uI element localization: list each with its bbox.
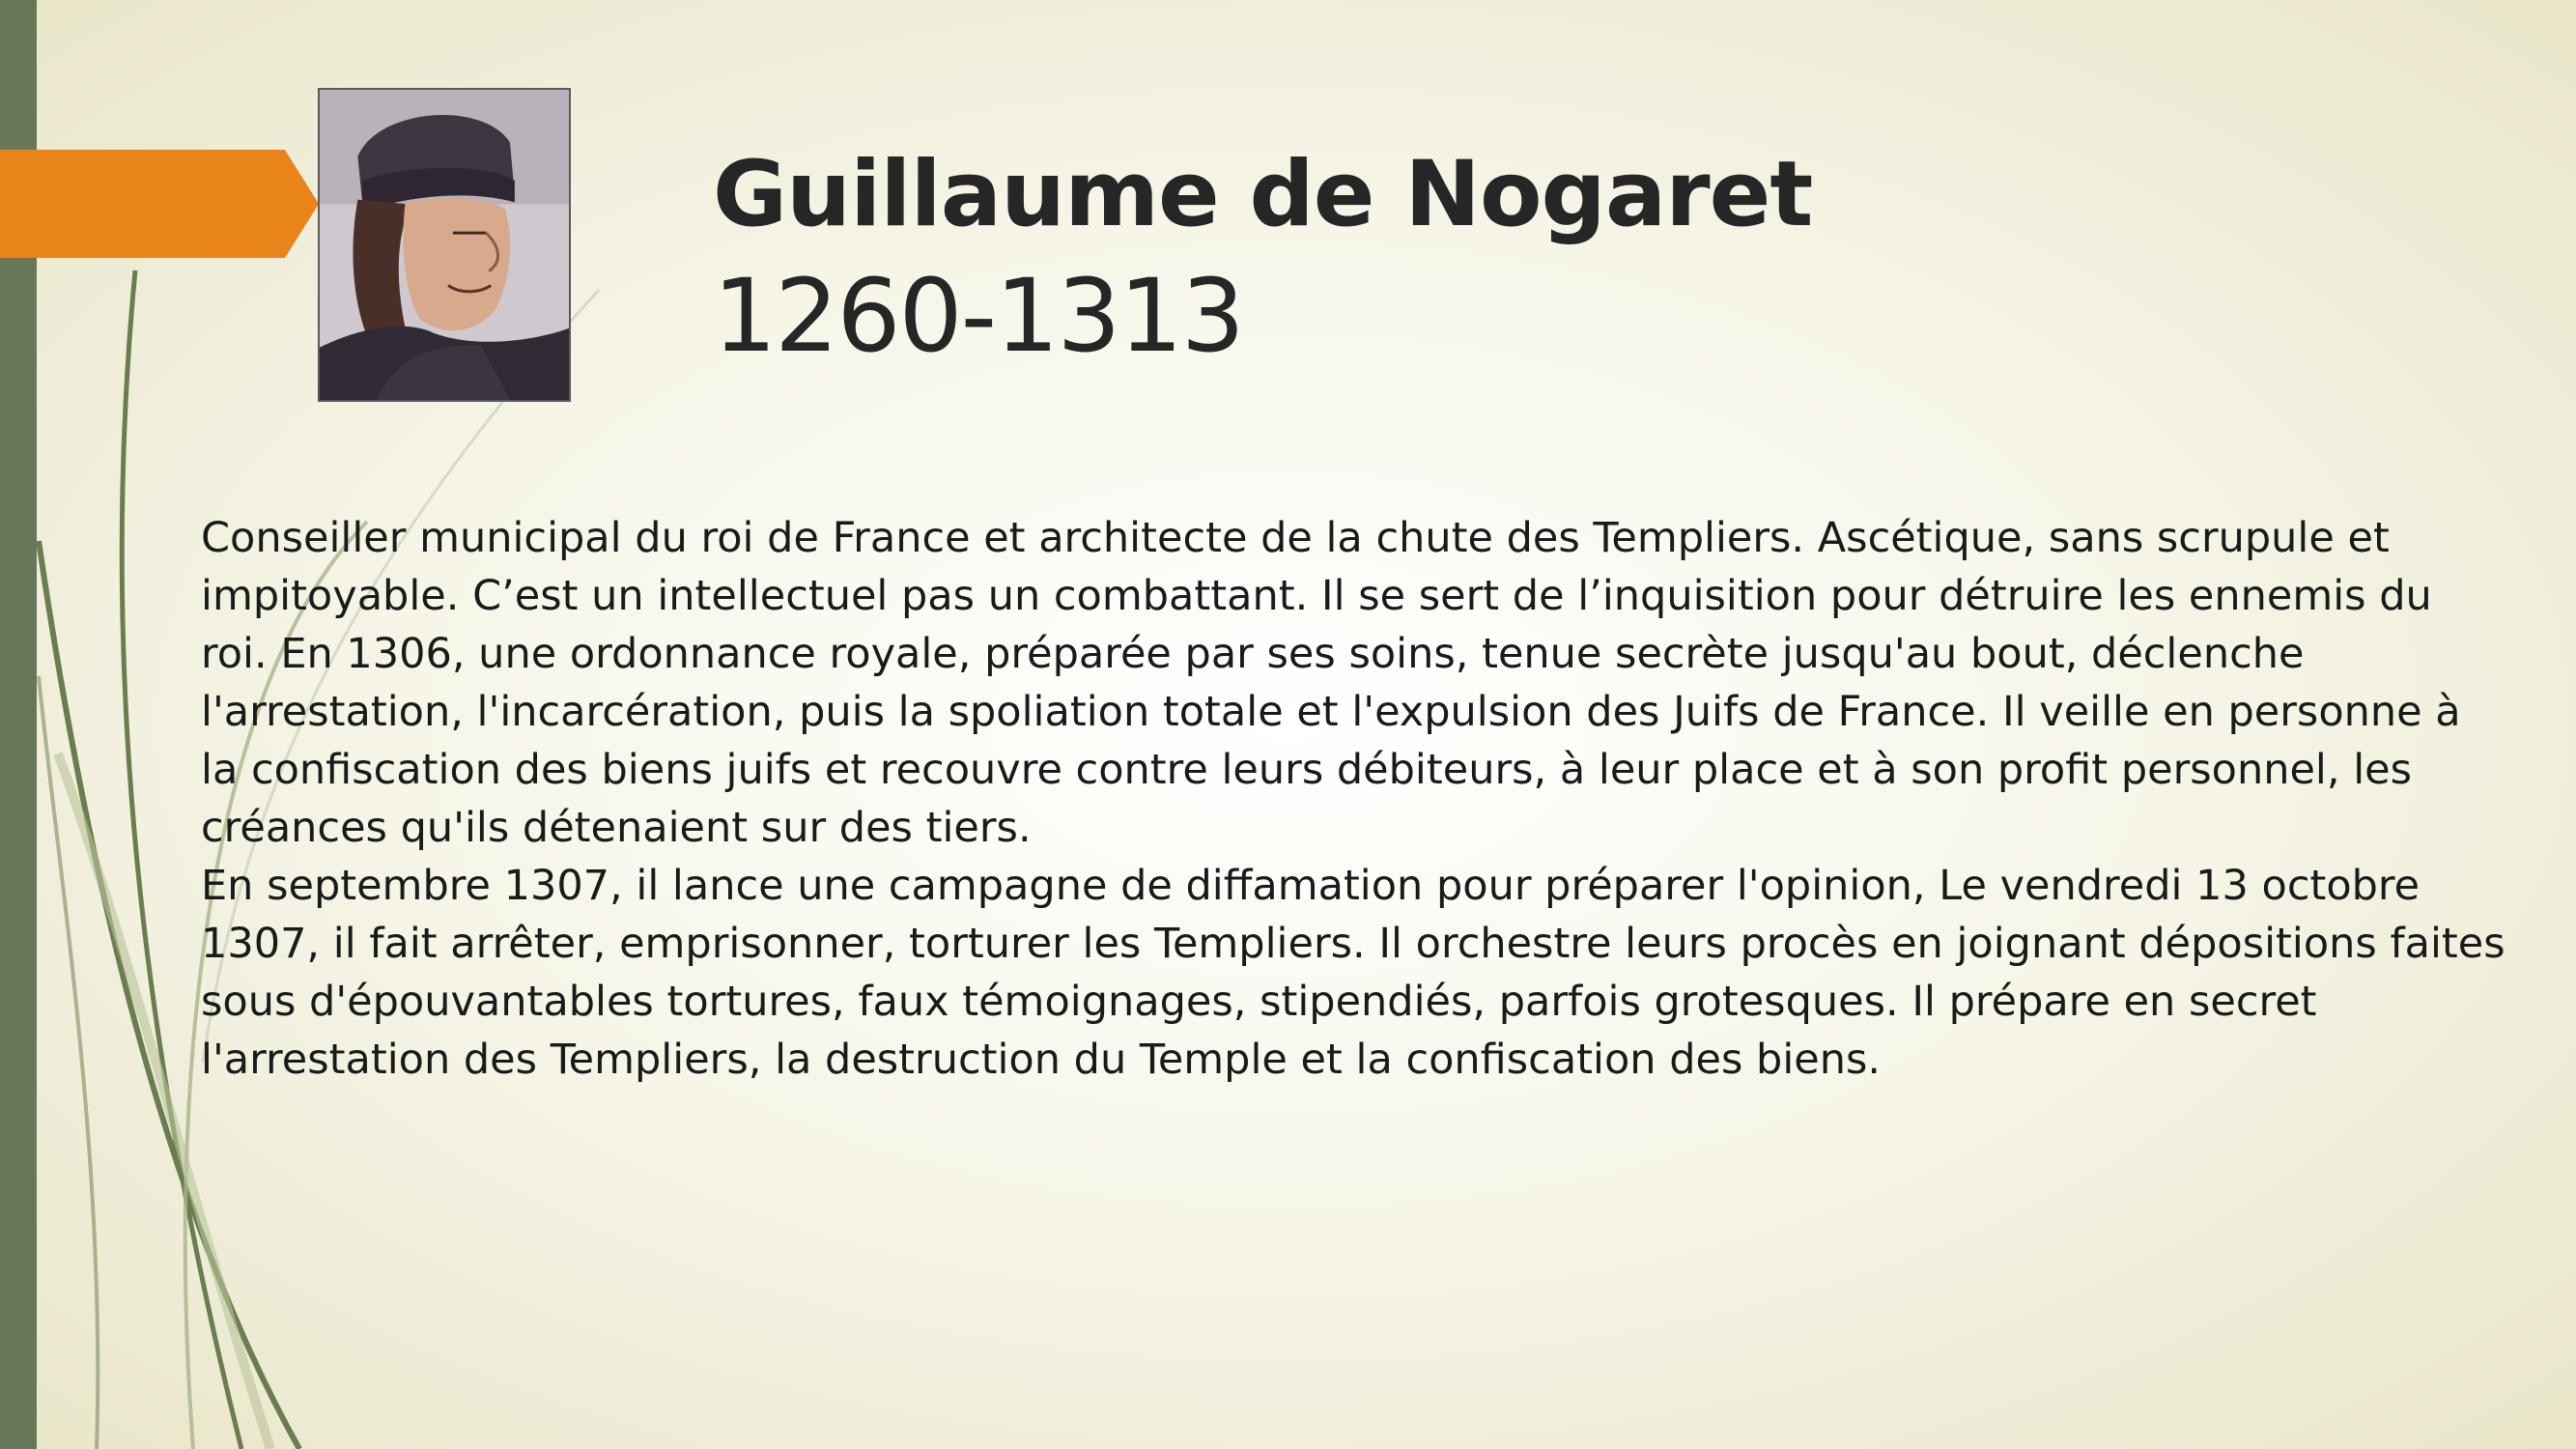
body-paragraph: En septembre 1307, il lance une campagne de diffamation pour préparer l'opinion, Le vendredi 13 octobre 1307, il fait arrêter, emprisonner, torturer les Templiers. Il orchestre leurs procès en joignant dépositions faites sous d'épouvantables tortures, faux témoignages, stipendiés, parfois grotesques. Il prépare en secret l'arrestation des Templiers, la destruction du Temple et la confiscation des biens. (201, 862, 2505, 1084)
body-text (201, 509, 2509, 1089)
body-paragraph: Conseiller municipal du roi de France et architecte de la chute des Templiers. Ascétique, sans scrupule et impitoyable. C’est un intellectuel pas un combattant. Il se sert de l’inquisition pour détruire les ennemis du roi. En 1306, une ordonnance royale, préparée par ses soins, tenue secrète jusqu'au bout, déclenche l'arrestation, l'incarcération, puis la spoliation totale et l'expulsion des Juifs de France. Il veille en personne à la confiscation des biens juifs et recouvre contre leurs débiteurs, à leur place et à son profit personnel, les créances qu'ils détenaient sur des tiers. (201, 514, 2461, 852)
life-dates: 1260-1313 (713, 257, 1243, 375)
page-title: Guillaume de Nogaret (713, 142, 1813, 247)
portrait-image (318, 88, 571, 402)
orange-arrow-shape (0, 150, 319, 258)
portrait-illustration-icon (320, 90, 569, 400)
